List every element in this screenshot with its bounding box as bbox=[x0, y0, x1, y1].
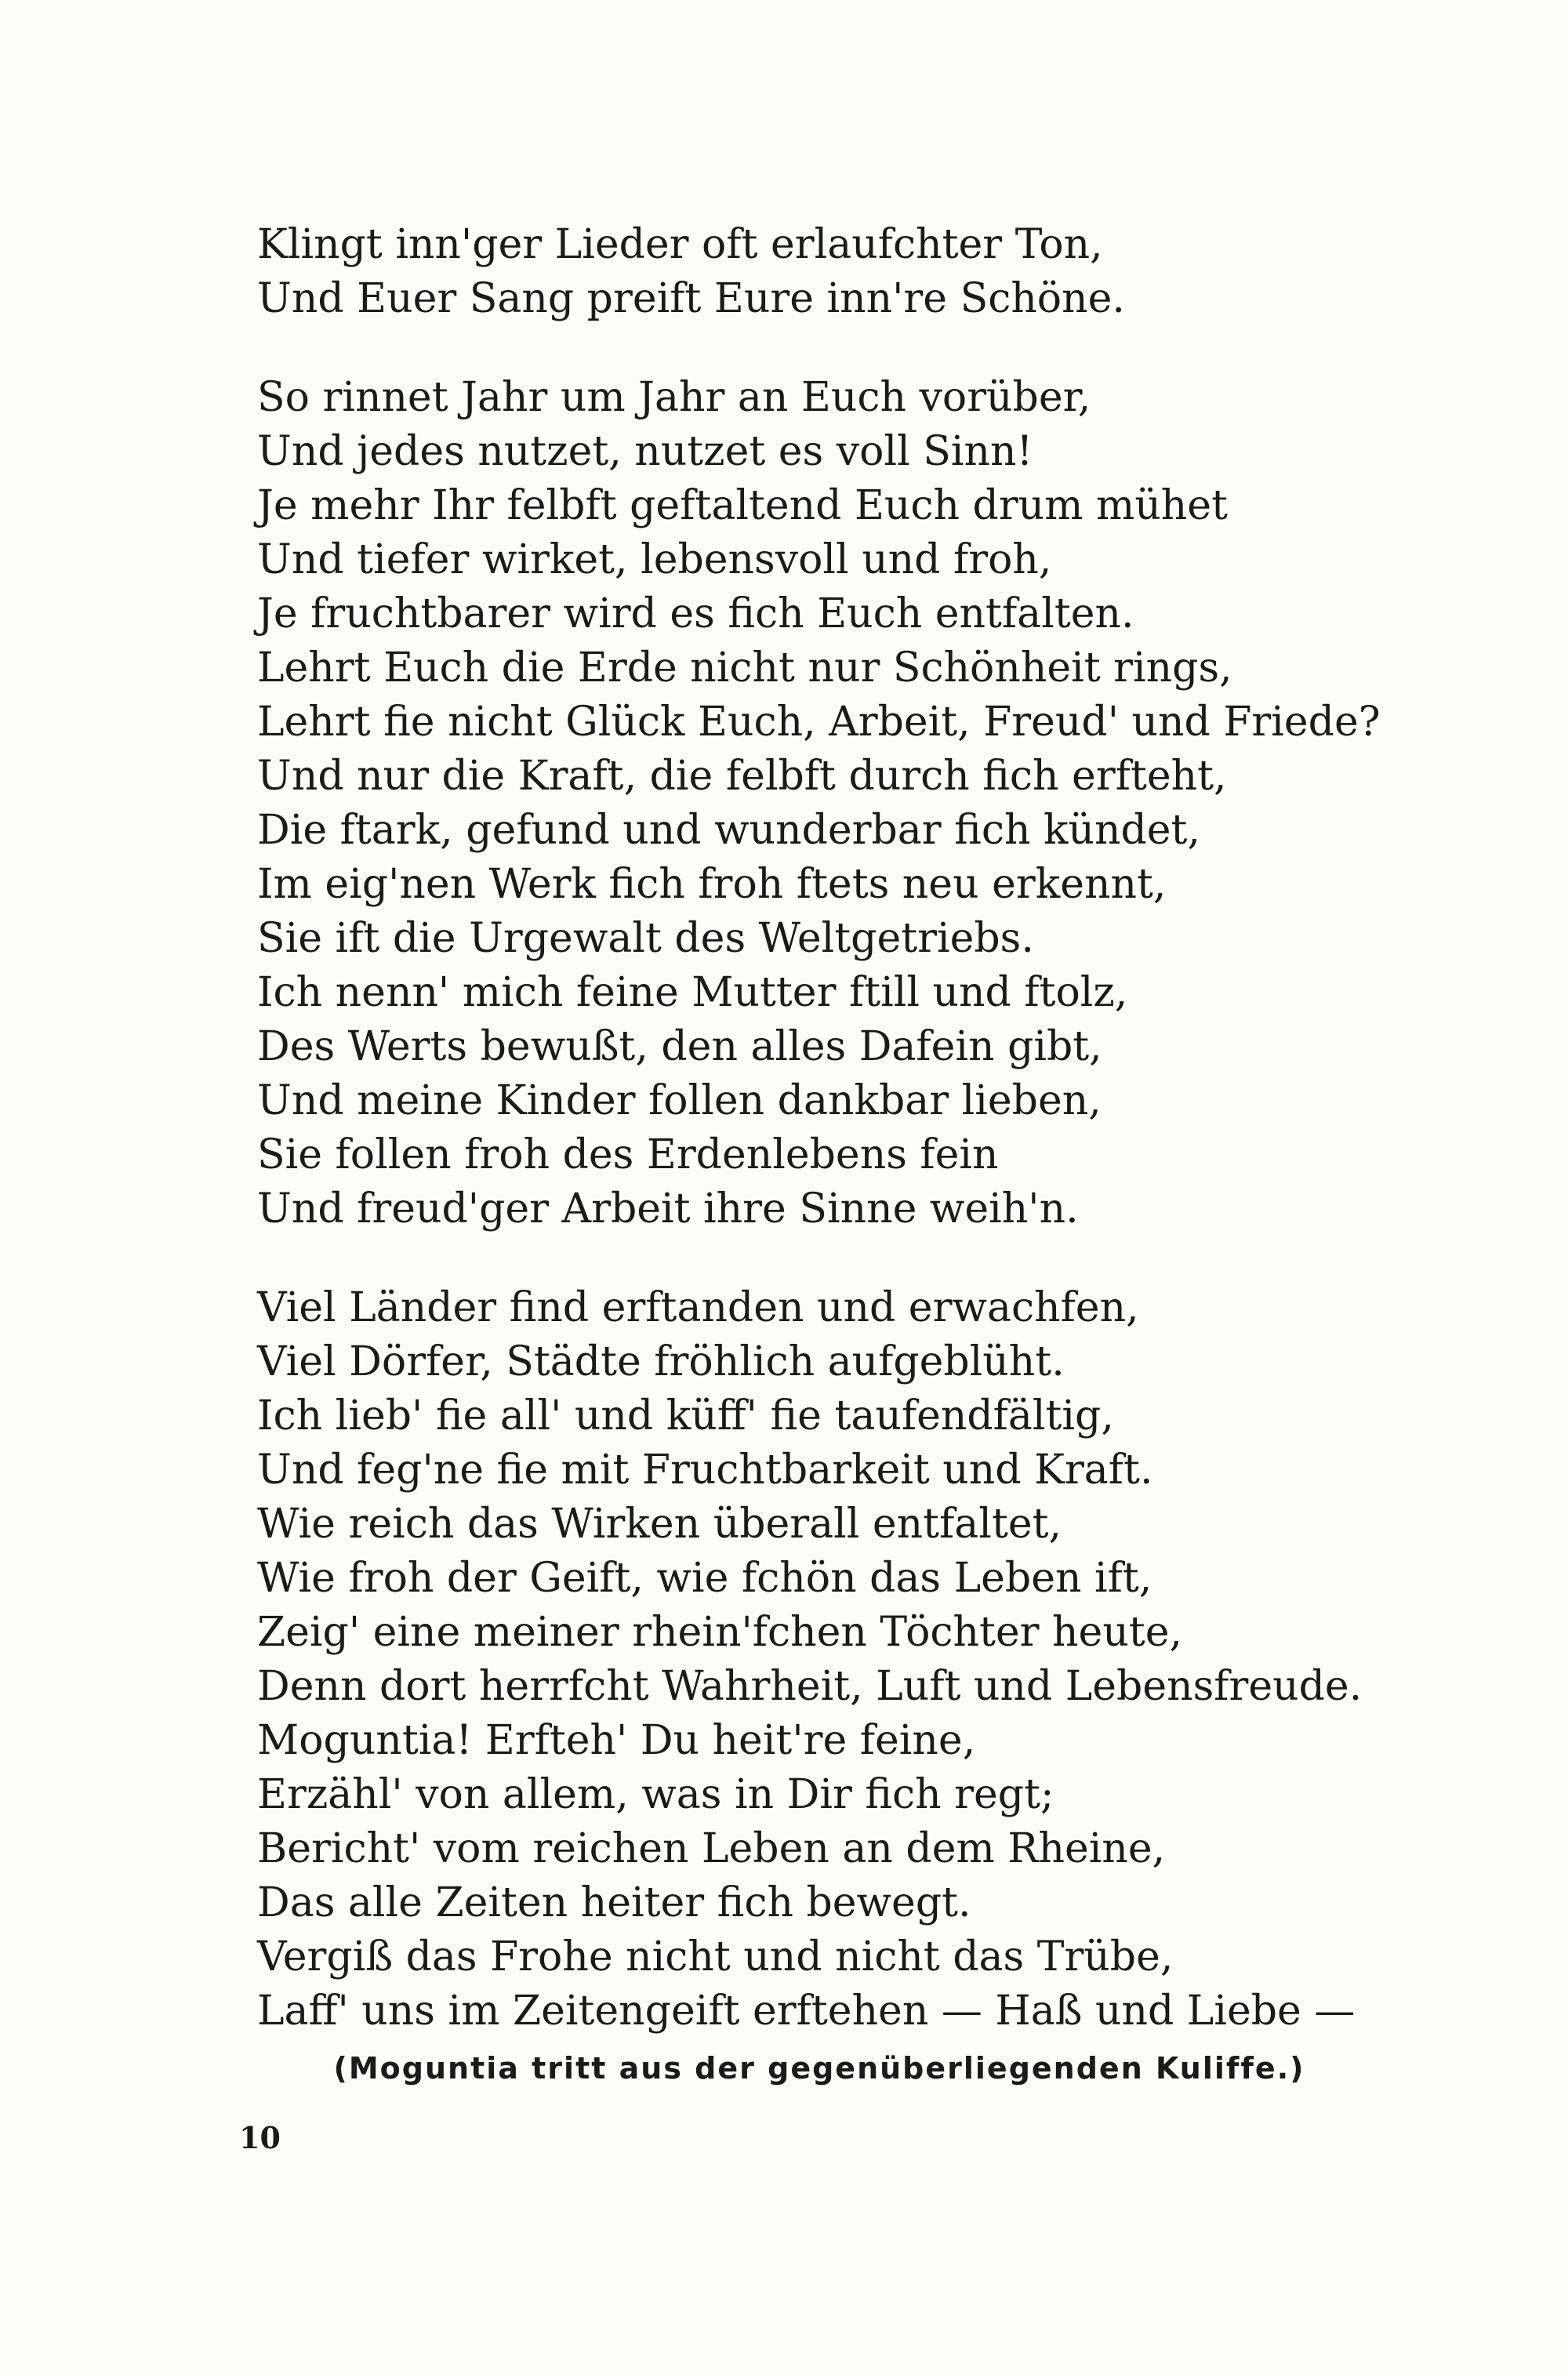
poem-line: Und nur die Kraft, die felbft durch fich erfteht, bbox=[257, 753, 1227, 800]
poem-line: Und jedes nutzet, nutzet es voll Sinn! bbox=[257, 428, 1033, 475]
stanza-3 bbox=[257, 1281, 1480, 2039]
poem-line: Ich lieb' fie all' und küff' fie taufendfältig, bbox=[257, 1392, 1114, 1440]
poem-line: Im eig'nen Werk fich froh ftets neu erkennt, bbox=[257, 861, 1167, 908]
poem-line: Vergiß das Frohe nicht und nicht das Trübe, bbox=[257, 1933, 1174, 1980]
poem-line: Und freud'ger Arbeit ihre Sinne weih'n. bbox=[257, 1185, 1079, 1233]
poem-line: Klingt inn'ger Lieder oft erlaufchter Ton, bbox=[257, 221, 1103, 268]
poem-line: Lehrt Euch die Erde nicht nur Schönheit rings, bbox=[257, 644, 1232, 692]
poem-line: Das alle Zeiten heiter fich bewegt. bbox=[257, 1879, 971, 1926]
poem-line: Des Werts bewußt, den alles Dafein gibt, bbox=[257, 1023, 1102, 1070]
poem-line: Je mehr Ihr felbft geftaltend Euch drum mühet bbox=[257, 482, 1228, 529]
stanza-2 bbox=[257, 371, 1480, 1236]
poem-line: Viel Länder find erftanden und erwachfen, bbox=[257, 1284, 1139, 1331]
page-number: 10 bbox=[239, 2120, 281, 2155]
poem-line: Lehrt fie nicht Glück Euch, Arbeit, Freud' und Friede? bbox=[257, 699, 1381, 746]
poem-line: Sie ift die Urgewalt des Weltgetriebs. bbox=[257, 915, 1034, 962]
poem-line: Laff' uns im Zeitengeift erftehen — Haß und Liebe — bbox=[257, 1988, 1356, 2035]
poem-line: Bericht' vom reichen Leben an dem Rheine, bbox=[257, 1825, 1166, 1872]
poem-line: So rinnet Jahr um Jahr an Euch vorüber, bbox=[257, 374, 1091, 421]
stanza-1 bbox=[257, 218, 1480, 326]
stage-direction: (Moguntia tritt aus der gegenüberliegenden Kuliffe.) bbox=[333, 2051, 1305, 2086]
poem-line: Wie reich das Wirken überall entfaltet, bbox=[257, 1501, 1062, 1548]
poem-line: Erzähl' von allem, was in Dir fich regt; bbox=[257, 1771, 1054, 1818]
stanza-gap bbox=[257, 1236, 1480, 1281]
poem-line: Denn dort herrfcht Wahrheit, Luft und Lebensfreude. bbox=[257, 1663, 1363, 1710]
poem-line: Ich nenn' mich feine Mutter ftill und ftolz, bbox=[257, 969, 1128, 1016]
poem-line: Und tiefer wirket, lebensvoll und froh, bbox=[257, 536, 1052, 583]
poem-line: Die ftark, gefund und wunderbar fich kündet, bbox=[257, 807, 1200, 854]
poem-line: Wie froh der Geift, wie fchön das Leben ift, bbox=[257, 1555, 1152, 1602]
poem-line: Und meine Kinder follen dankbar lieben, bbox=[257, 1077, 1102, 1124]
poem-line: Je fruchtbarer wird es fich Euch entfalten. bbox=[257, 590, 1134, 637]
poem-line: Sie follen froh des Erdenlebens fein bbox=[257, 1131, 999, 1178]
poem-line: Zeig' eine meiner rhein'fchen Töchter heute, bbox=[257, 1609, 1183, 1656]
poem-line: Und feg'ne fie mit Fruchtbarkeit und Kraft. bbox=[257, 1447, 1153, 1494]
poem-text bbox=[257, 218, 1480, 2039]
poem-line: Moguntia! Erfteh' Du heit're feine, bbox=[257, 1717, 976, 1764]
stanza-gap bbox=[257, 326, 1480, 371]
poem-line: Und Euer Sang preift Eure inn're Schöne. bbox=[257, 275, 1125, 322]
poem-line: Viel Dörfer, Städte fröhlich aufgeblüht. bbox=[257, 1338, 1065, 1385]
